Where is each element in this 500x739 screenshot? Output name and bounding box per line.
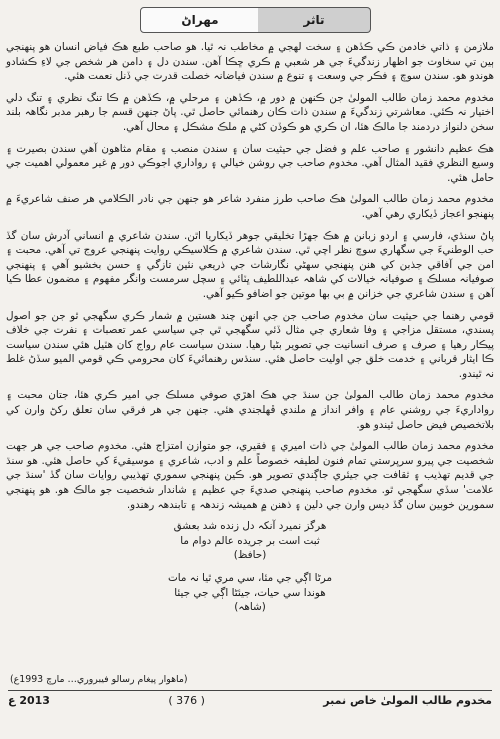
- paragraph: مخدوم محمد زمان طالب المولىٰ جي ذات اميري ۽ فقيري، جو متوازن امتزاج هئي. مخدوم صاحب جي هر جهت شخصيت جي پيرو سرپرستي تمام فنون لطيفہ خصوصاً علم و ادب، شاعري ۽ موسيقيءَ کي حاصل هئي. هو سنڌ جي قديم تهذيب ۽ ثقافت جي جيئري جاڳندي تصوير هو. ڪين پنهنجي سموري تهذيبي روايات سان گڏ 'سنڌ جي علامت' سڏي سگهجي ٿو. مخدوم صاحب پنهنجي صديءَ جي عظيم ۽ شاندار شخصيت جو مالڪ هو. هو پنهنجي سمورين خوبين سان گڏ ديس وارن جي دلين ۽ ذهنن ۾ هميشہ زندهہ ۽ تابندهہ رهندو.: [6, 440, 494, 511]
- poem-shah: [6, 571, 494, 615]
- header-section-label: تاثر: [303, 13, 325, 27]
- paragraph: پاڻ سنڌي، فارسي ۽ اردو زبانن ۾ هڪ جهڙا تخليقي جوهر ڏيکاريا اٿن. سندن شاعري ۾ انساني آدرش سان گڏ حب الوطنيءَ جي سگهاري سوچ نظر اچي ٿي. سندن شاعري ۾ ڪلاسيڪي روايت پنهنجي عروج تي آهي. محبت ۽ امن جي آفاقي جذبن کي هنن پنهنجي سهڻي نگارشات جي ذريعي نئين تازگي ۽ حسن بخشيو آهي ۽ پنهنجي صوفيانہ مسلڪ ۽ صوفيانہ خيالات کي شاهہ عبداللطيف ڀٽائي ۽ سچل سرمست وانگر مفهوم ۽ مضمون عطا ڪيا آهن ۽ سندن شاعري جي خزانن ۾ بي بها موتين جو اضافو ڪيو آهي.: [6, 229, 494, 300]
- header-section-tab: [258, 7, 371, 33]
- poem-hafiz: [6, 519, 494, 563]
- footer-year: 2013 ع: [8, 693, 50, 707]
- paragraph: مخدوم محمد زمان طالب المولىٰ هڪ صاحب طرز منفرد شاعر هو جنهن جي نادر الڪلامي هر صنف شاعريءَ ۾ پنهنجو اعجاز ڏيکاري رهي آهي.: [6, 193, 494, 220]
- poem-line: ثبت است بر جريده عالم دوام ما: [180, 534, 320, 547]
- paragraph: هڪ عظيم دانشور ۽ صاحب علم و فضل جي حيثيت سان ۽ سندن منصب ۽ مقام مثاهون آهي سندن بصيرت ۽ وسيع النظري فقيد المثال آهي. مخدوم صاحب جي روشن خيالي ۽ رواداري اجوڪي دور ۾ غير معمولي اهميت جي حامل هئي.: [6, 142, 494, 184]
- poem-line: هوندا سي حيات، جيئڻا اڳي جي جيئا: [174, 586, 326, 599]
- source-note: (ماهوار پيغام رسالو فيبروري… مارچ 1993ع): [10, 674, 188, 685]
- page-number: ( 376 ): [168, 693, 205, 707]
- article-body: [6, 40, 494, 623]
- poem-attribution: (حافظ): [233, 549, 267, 562]
- page-footer: [8, 690, 492, 709]
- poem-line: هرگز نميرد آنکہ دل زنده شد بعشق: [173, 520, 327, 533]
- section-header: [140, 7, 370, 31]
- paragraph: مخدوم محمد زمان طالب المولىٰ جن سنڌ جي هڪ اهڙي صوفي مسلڪ جي امير ڪري هئا، جتان محبت ۽ رواداريءَ جي روشني عام ۽ وافر انداز ۾ ملندي ڦهلجندي هئي. جنهن جي هر فرقي سان تعلق رکڻ وارن کي بلاتخصيص فيض حاصل ٿيندو هو.: [6, 389, 494, 431]
- paragraph: مخدوم محمد زمان طالب المولىٰ جن ڪنهن ۾ دور ۾، ڪڏهن ۽ مرحلي ۾، ڪڏهن ۾ ڪا تنگ نظري ۽ تنگ دلي اختيار نہ ڪئي. معاشرتي زندگيءَ ۾ سندن ذات ڪان رهنمائي حاصل ٿي. پاڻ جنهن قسم جا رهبر مدبر نگاهہ بلند سخن دلنواز دردمند جا مالڪ هئا، ان ڪري هو ڪوڏن کڻي ۾ ملڪ مشڪل ۽ محال آهي.: [6, 91, 494, 133]
- header-magazine-label: مهراڻ: [181, 13, 219, 27]
- footer-issue-title: مخدوم طالب المولىٰ خاص نمبر: [323, 693, 492, 707]
- paragraph: قومي رهنما جي حيثيت سان مخدوم صاحب جن جي انهن چند هستين ۾ شمار ڪري سگهجي ٿو جن جو اصول پسندي، مستقل مزاجي ۽ وفا شعاري جي مثال ڏئي سگهجي ٿي جي سياسي عمر تعصبات ۽ نفرت جي خلاف پيڪار رهيا ۽ صرف ۽ صرف انسانيت جي تصوير بڻيا رهيا. سندن سياست عام رواج کان هٽيل هئي سندن سياست ڪا ايثار قرباني ۽ خدمت خلق جي اوليت حاصل هئي. سنڌس رهنمائيءَ کان محرومي ڪي قومي الميو سڏڻ غلط نہ ٿيندو.: [6, 309, 494, 380]
- paragraph: ملازمن ۽ ذاتي خادمن ڪي ڪڏهن ۽ سخت لهجي ۾ مخاطب نہ ٿيا. هو صاحب طبع هڪ فياض انسان هو پنهنجي ٻين تي سخاوت جو اظهار زندگيءَ جي هر شعبي ۾ ڪري ڇڪا آهن. سندن دل ۽ دامن هر شخص جي لاءِ ڪشادو هوندو هو. سندن سوچ ۽ فڪر جي وسعت ۽ تنوع ۾ سندن فياضانہ خصلت قدرت جي ڏنل نعمت هئي.: [6, 41, 494, 83]
- header-magazine-tab: [140, 7, 260, 33]
- poem-attribution: (شاهہ): [234, 601, 266, 614]
- poem-line: مرڻا اڳي جي مئا، سي مري ٿيا نہ مات: [167, 572, 333, 584]
